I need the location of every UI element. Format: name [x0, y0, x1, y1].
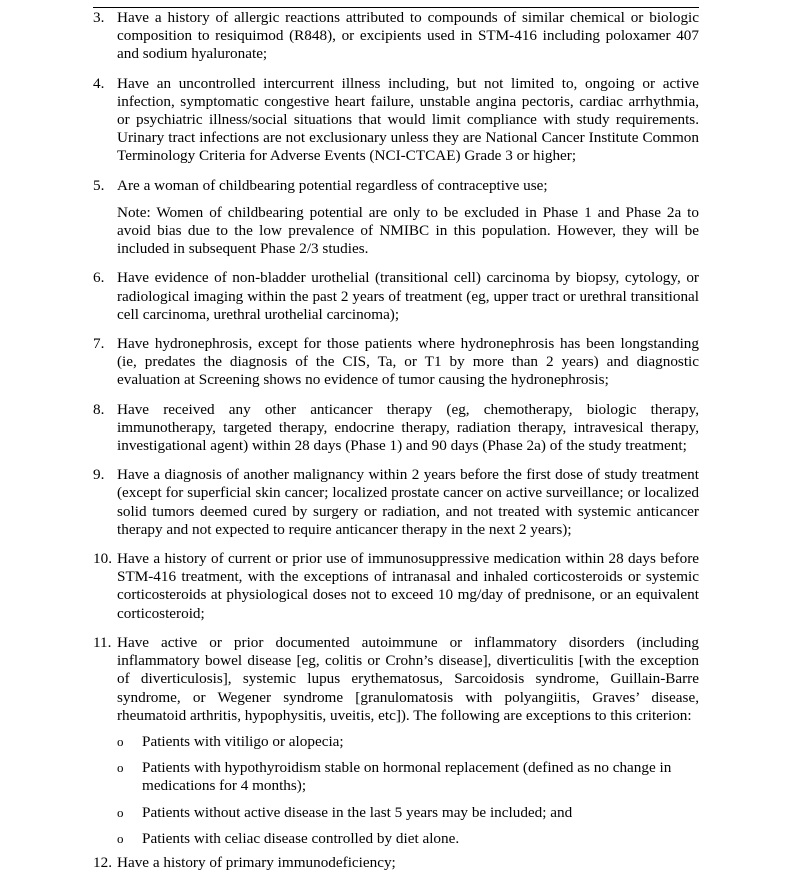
exceptions-list	[117, 733, 699, 848]
exception-item	[117, 733, 699, 751]
criterion-text: Have active or prior documented autoimmune or inflammatory disorders (including inflammatory bowel disease [eg, colitis or Crohn’s disease], diverticulitis [with the exception of diverticulosis], systemic lupus erythematosus, Sarcoidosis syndrome, Guillain-Barre syndrome, or Wegener syndrome [granulomatosis with polyangiitis, Graves’ disease, rheumatoid arthritis, hypophysitis, uveitis, etc]). The following are exceptions to this criterion:	[117, 633, 699, 724]
top-horizontal-rule	[93, 7, 699, 8]
exception-text: Patients with vitiligo or alopecia;	[142, 732, 344, 750]
criterion-5	[93, 177, 699, 259]
hollow-bullet-icon: o	[117, 733, 124, 749]
criterion-number: 6.	[93, 269, 105, 287]
criterion-number: 5.	[93, 176, 105, 194]
hollow-bullet-icon: o	[117, 830, 124, 846]
exclusion-criteria-list	[93, 9, 699, 883]
criterion-text: Have a history of primary immunodeficiency;	[117, 853, 396, 871]
criterion-text: Have received any other anticancer therapy (eg, chemotherapy, biologic therapy, immunotherapy, targeted therapy, endocrine therapy, radiation therapy, intravesical therapy, investigational agent) within 28 days (Phase 1) and 90 days (Phase 2a) of the study treatment;	[117, 400, 699, 455]
criterion-6	[93, 269, 699, 324]
exception-text: Patients with celiac disease controlled by diet alone.	[142, 829, 460, 847]
criterion-number: 8.	[93, 400, 105, 418]
criterion-text: Are a woman of childbearing potential regardless of contraceptive use;	[117, 176, 548, 194]
hollow-bullet-icon: o	[117, 804, 124, 820]
criterion-note: Note: Women of childbearing potential are only to be excluded in Phase 1 and Phase 2a to avoid bias due to the low prevalence of NMIBC in this population. However, they will be included in subsequent Phase 2/3 studies.	[117, 203, 699, 258]
exception-text: Patients with hypothyroidism stable on hormonal replacement (defined as no change in medications for 4 months);	[142, 759, 672, 795]
criterion-12	[93, 854, 699, 872]
criterion-number: 4.	[93, 74, 105, 92]
criterion-8	[93, 401, 699, 456]
criterion-text: Have hydronephrosis, except for those patients where hydronephrosis has been longstanding (ie, predates the diagnosis of the CIS, Ta, or T1 by more than 2 years) and diagnostic evaluation at Screening shows no evidence of tumor causing the hydronephrosis;	[117, 335, 699, 389]
criterion-11	[93, 634, 699, 848]
hollow-bullet-icon: o	[117, 760, 124, 776]
criterion-3	[93, 9, 699, 64]
exception-text: Patients without active disease in the last 5 years may be included; and	[142, 803, 573, 821]
criterion-number: 9.	[93, 466, 105, 484]
exception-item	[117, 759, 699, 795]
criterion-number: 12.	[93, 853, 112, 871]
criterion-text: Have an uncontrolled intercurrent illness including, but not limited to, ongoing or active infection, symptomatic congestive heart failure, unstable angina pectoris, cardiac arrhythmia, or psychiatric illness/social situations that would limit compliance with study requirements. Urinary tract infections are not exclusionary unless they are National Cancer Institute Common Terminology Criteria for Adverse Events (NCI-CTCAE) Grade 3 or higher;	[117, 74, 699, 165]
criterion-text: Have a history of current or prior use of immunosuppressive medication within 28 days before STM-416 treatment, with the exceptions of intranasal and inhaled corticosteroids or systemic corticosteroids at physiological doses not to exceed 10 mg/day of prednisone, or an equivalent corticosteroid;	[117, 550, 699, 622]
criterion-number: 11.	[93, 633, 112, 651]
criterion-text: Have a diagnosis of another malignancy within 2 years before the first dose of study treatment (except for superficial skin cancer; localized prostate cancer on active surveillance; or localized solid tumors deemed cured by surgery or radiation, and not treated with systemic anticancer therapy and not expected to require anticancer therapy in the next 2 years);	[117, 466, 699, 538]
criterion-number: 7.	[93, 335, 105, 353]
criterion-9	[93, 466, 699, 539]
criterion-number: 10.	[93, 550, 112, 568]
criterion-10	[93, 550, 699, 623]
exception-item	[117, 830, 699, 848]
criterion-number: 3.	[93, 9, 105, 26]
exception-item	[117, 804, 699, 822]
criterion-text: Have a history of allergic reactions attributed to compounds of similar chemical or biologic composition to resiquimod (R848), or excipients used in STM-416 including poloxamer 407 and sodium hyaluronate;	[117, 9, 699, 63]
criterion-4	[93, 75, 699, 166]
criterion-text: Have evidence of non-bladder urothelial (transitional cell) carcinoma by biopsy, cytology, or radiological imaging within the past 2 years of treatment (eg, upper tract or urethral transitional cell carcinoma, urethral urothelial carcinoma);	[117, 269, 699, 323]
criterion-7	[93, 335, 699, 390]
